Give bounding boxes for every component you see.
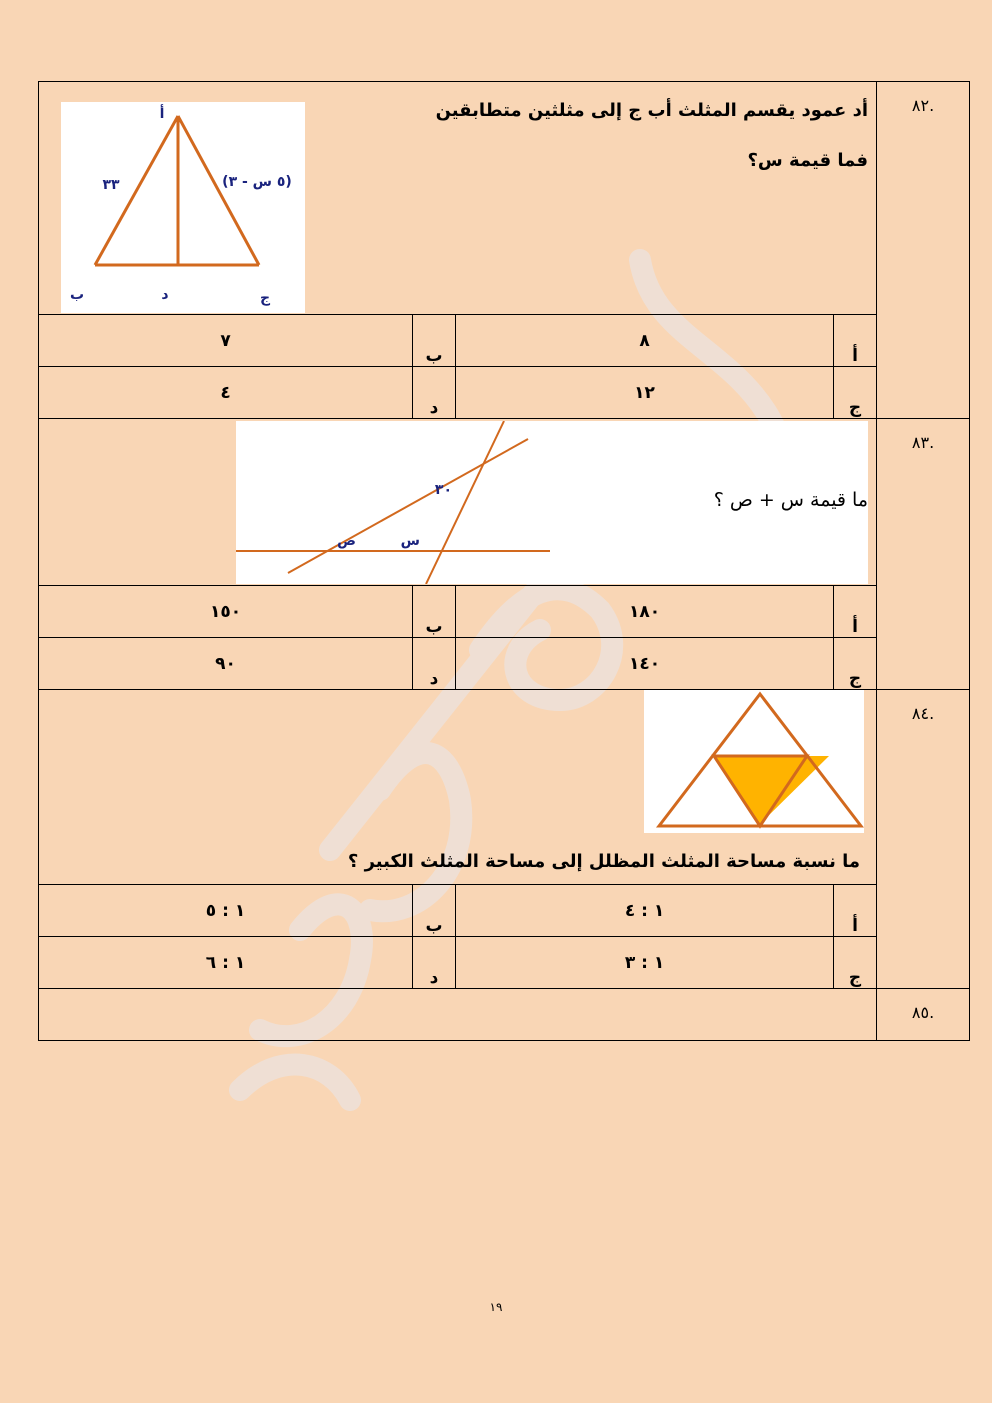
options-row [39,586,970,638]
option-letter: ج [834,367,877,419]
question-85-row [39,989,970,1041]
angle-x-label: س [400,533,421,549]
option-value[interactable]: ١ : ٣ [456,937,834,989]
angle-30-label: ٣٠ [434,482,453,498]
transversal-line-1 [288,439,528,573]
vertex-top-label: أ [159,106,165,122]
page-number: ١٩ [489,1300,503,1314]
option-value[interactable]: ١٢ [456,367,834,419]
triangle-right-side [178,116,259,265]
question-text-line2: فما قيمة س؟ [747,150,869,171]
question-number: .٨٣ [877,419,970,690]
question-85-cell [39,989,877,1041]
option-letter: ب [413,885,456,937]
option-letter: أ [834,586,877,638]
option-value[interactable]: ٧ [39,315,413,367]
option-letter: أ [834,315,877,367]
option-value[interactable]: ٤ [39,367,413,419]
options-row [39,315,970,367]
question-text-line1: أد عمود يقسم المثلث أب ج إلى مثلثين متطابقين [435,100,869,121]
option-value[interactable]: ١ : ٤ [456,885,834,937]
transversal-line-2 [426,421,504,584]
question-83-cell [39,419,877,586]
right-side-label: (٥ س - ٣) [222,174,292,190]
option-letter: ج [834,638,877,690]
question-number: .٨٤ [877,690,970,989]
triangle-figure [61,102,305,313]
option-value[interactable]: ١ : ٦ [39,937,413,989]
option-letter: د [413,937,456,989]
question-number: .٨٢ [877,82,970,419]
question-text: ما قيمة س + ص ؟ [713,489,869,511]
option-letter: د [413,367,456,419]
options-row [39,367,970,419]
option-value[interactable]: ١ : ٥ [39,885,413,937]
vertex-left-label: ب [69,287,85,303]
options-row [39,937,970,989]
lines-figure-panel [236,421,868,584]
option-value[interactable]: ٩٠ [39,638,413,690]
options-row [39,885,970,937]
question-number: .٨٥ [877,989,970,1041]
question-84-row [39,690,970,885]
question-84-cell [39,690,877,885]
option-letter: د [413,638,456,690]
option-value[interactable]: ٨ [456,315,834,367]
questions-table [38,81,970,1041]
vertex-right-label: ج [259,290,271,306]
question-82-row [39,82,970,315]
option-letter: أ [834,885,877,937]
option-letter: ج [834,937,877,989]
shaded-triangle [714,756,829,824]
left-side-label: ٣٣ [102,177,120,193]
option-letter: ب [413,586,456,638]
vertex-mid-label: د [161,287,169,303]
option-value[interactable]: ١٨٠ [456,586,834,638]
option-value[interactable]: ١٥٠ [39,586,413,638]
question-82-cell [39,82,877,315]
question-83-row [39,419,970,586]
option-letter: ب [413,315,456,367]
question-text: ما نسبة مساحة المثلث المظلل إلى مساحة المثلث الكبير ؟ [347,851,861,872]
option-value[interactable]: ١٤٠ [456,638,834,690]
nested-triangle-figure [644,690,864,833]
options-row [39,638,970,690]
intersecting-lines-figure [236,421,556,584]
angle-y-label: ص [337,533,357,549]
